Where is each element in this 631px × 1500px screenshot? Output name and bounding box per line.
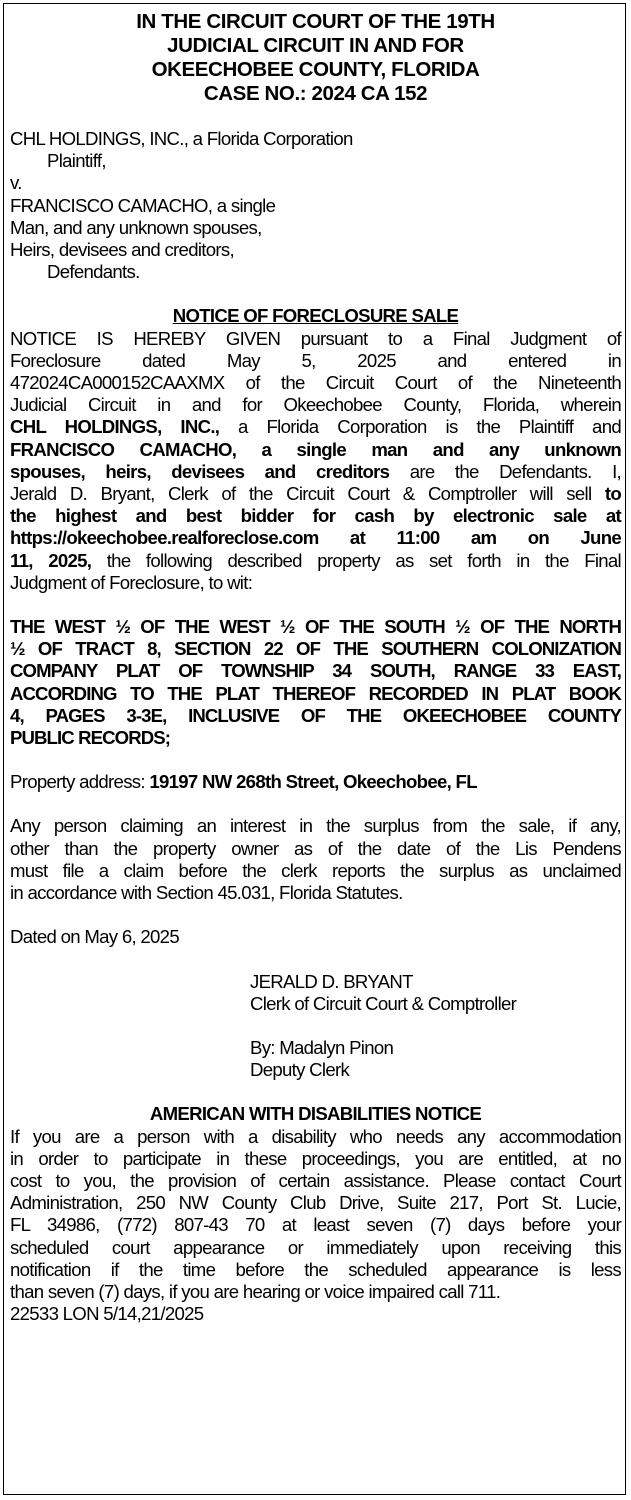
- header-line-1: IN THE CIRCUIT COURT OF THE 19TH: [136, 10, 495, 33]
- defendant-line-3: Heirs, devisees and creditors,: [10, 239, 234, 261]
- ada-line-6: scheduled court appearance or immediately upon receiving this: [10, 1236, 621, 1258]
- legal-line-2: ½ OF TRACT 8, SECTION 22 OF THE SOUTHERN COLONIZATION: [10, 638, 621, 660]
- ada-line-7: notification if the time before the scheduled appearance is less: [10, 1258, 621, 1280]
- ada-paragraph: [10, 1126, 621, 1304]
- footer-code: 22533 LON 5/14,21/2025: [10, 1303, 204, 1325]
- legal-line-6: PUBLIC RECORDS;: [10, 727, 171, 749]
- surplus-line-4: in accordance with Section 45.031, Florida Statutes.: [10, 882, 403, 904]
- defendant-line-2: Man, and any unknown spouses,: [10, 216, 262, 238]
- court-header: [10, 10, 621, 106]
- notice-line-8: [10, 483, 621, 505]
- plaintiff-role: Plaintiff,: [47, 150, 106, 172]
- ada-line-5: FL 34986, (772) 807-43 70 at least seven (7) days before your: [10, 1214, 621, 1236]
- parties-block: [10, 128, 621, 283]
- deputy-title: Deputy Clerk: [250, 1059, 350, 1081]
- notice-line-4: Judicial Circuit in and for Okeechobee County, Florida, wherein: [10, 394, 621, 416]
- ada-line-8: than seven (7) days, if you are hearing or voice impaired call 711.: [10, 1280, 501, 1302]
- case-number: CASE NO.: 2024 CA 152: [203, 82, 428, 105]
- ada-line-1: If you are a person with a disability who needs any accommodation: [10, 1125, 621, 1147]
- surplus-line-2: other than the property owner as of the date of the Lis Pendens: [10, 837, 621, 859]
- notice-line-11: [10, 550, 621, 572]
- notice-line-5-rest: a Florida Corporation is the Plaintiff and: [219, 416, 621, 438]
- dated-line: Dated on May 6, 2025: [10, 926, 179, 948]
- sale-date-bold: 11, 2025,: [10, 549, 92, 571]
- notice-body: [10, 328, 621, 594]
- surplus-paragraph: [10, 815, 621, 904]
- plaintiff-name: CHL HOLDINGS, INC., a Florida Corporation: [10, 128, 353, 149]
- versus: v.: [10, 172, 22, 194]
- notice-line-9: the highest and best bidder for cash by electronic sale at: [10, 505, 621, 527]
- defendant-role: Defendants.: [47, 261, 140, 283]
- deputy-by: By: Madalyn Pinon: [250, 1036, 394, 1058]
- defendant-line-1: FRANCISCO CAMACHO, a single: [10, 194, 276, 216]
- property-address: [10, 771, 621, 793]
- notice-line-3: 472024CA000152CAAXMX of the Circuit Court of the Nineteenth: [10, 372, 621, 394]
- legal-line-3: COMPANY PLAT OF TOWNSHIP 34 SOUTH, RANGE 33 EAST,: [10, 660, 621, 682]
- notice-title: NOTICE OF FORECLOSURE SALE: [172, 305, 459, 327]
- surplus-line-1: Any person claiming an interest in the surplus from the sale, if any,: [10, 815, 621, 837]
- notice-line-2: Foreclosure dated May 5, 2025 and entered in: [10, 349, 621, 371]
- plaintiff-bold: CHL HOLDINGS, INC.,: [10, 416, 220, 438]
- property-address-value: 19197 NW 268th Street, Okeechobee, FL: [149, 771, 477, 793]
- clerk-name: JERALD D. BRYANT: [250, 970, 413, 992]
- notice-line-8-pre: Jerald D. Bryant, Clerk of the Circuit Court & Comptroller will sell: [10, 483, 605, 505]
- notice-line-5: [10, 416, 621, 438]
- notice-line-11-rest: the following described property as set forth in the Final: [91, 549, 621, 571]
- notice-line-12: Judgment of Foreclosure, to wit:: [10, 571, 253, 593]
- ada-title: AMERICAN WITH DISABILITIES NOTICE: [149, 1103, 482, 1125]
- defendants-bold: spouses, heirs, devisees and creditors: [10, 460, 390, 482]
- clerk-title: Clerk of Circuit Court & Comptroller: [250, 992, 517, 1014]
- legal-line-1: THE WEST ½ OF THE WEST ½ OF THE SOUTH ½ OF THE NORTH: [10, 616, 621, 638]
- notice-line-6: FRANCISCO CAMACHO, a single man and any unknown: [10, 438, 621, 460]
- sale-url-line: https://okeechobee.realforeclose.com at 11:00 am on June: [10, 527, 621, 549]
- notice-line-7-rest: are the Defendants. I,: [389, 460, 621, 482]
- legal-line-5: 4, PAGES 3-3E, INCLUSIVE OF THE OKEECHOBEE COUNTY: [10, 704, 621, 726]
- notice-line-8-bold: to: [604, 483, 621, 505]
- header-line-2: JUDICIAL CIRCUIT IN AND FOR: [167, 34, 464, 57]
- signature-block: [10, 971, 621, 1082]
- header-line-3: OKEECHOBEE COUNTY, FLORIDA: [151, 58, 480, 81]
- notice-line-1: NOTICE IS HEREBY GIVEN pursuant to a Final Judgment of: [10, 327, 621, 349]
- legal-description: [10, 616, 621, 749]
- ada-line-2: in order to participate in these proceedings, you are entitled, at no: [10, 1147, 621, 1169]
- notice-line-7: [10, 461, 621, 483]
- property-label: Property address:: [10, 771, 150, 793]
- legal-line-4: ACCORDING TO THE PLAT THEREOF RECORDED IN PLAT BOOK: [10, 682, 621, 704]
- surplus-line-3: must file a claim before the clerk reports the surplus as unclaimed: [10, 859, 621, 881]
- ada-line-3: cost to you, the provision of certain assistance. Please contact Court: [10, 1169, 621, 1191]
- ada-line-4: Administration, 250 NW County Club Drive, Suite 217, Port St. Lucie,: [10, 1192, 621, 1214]
